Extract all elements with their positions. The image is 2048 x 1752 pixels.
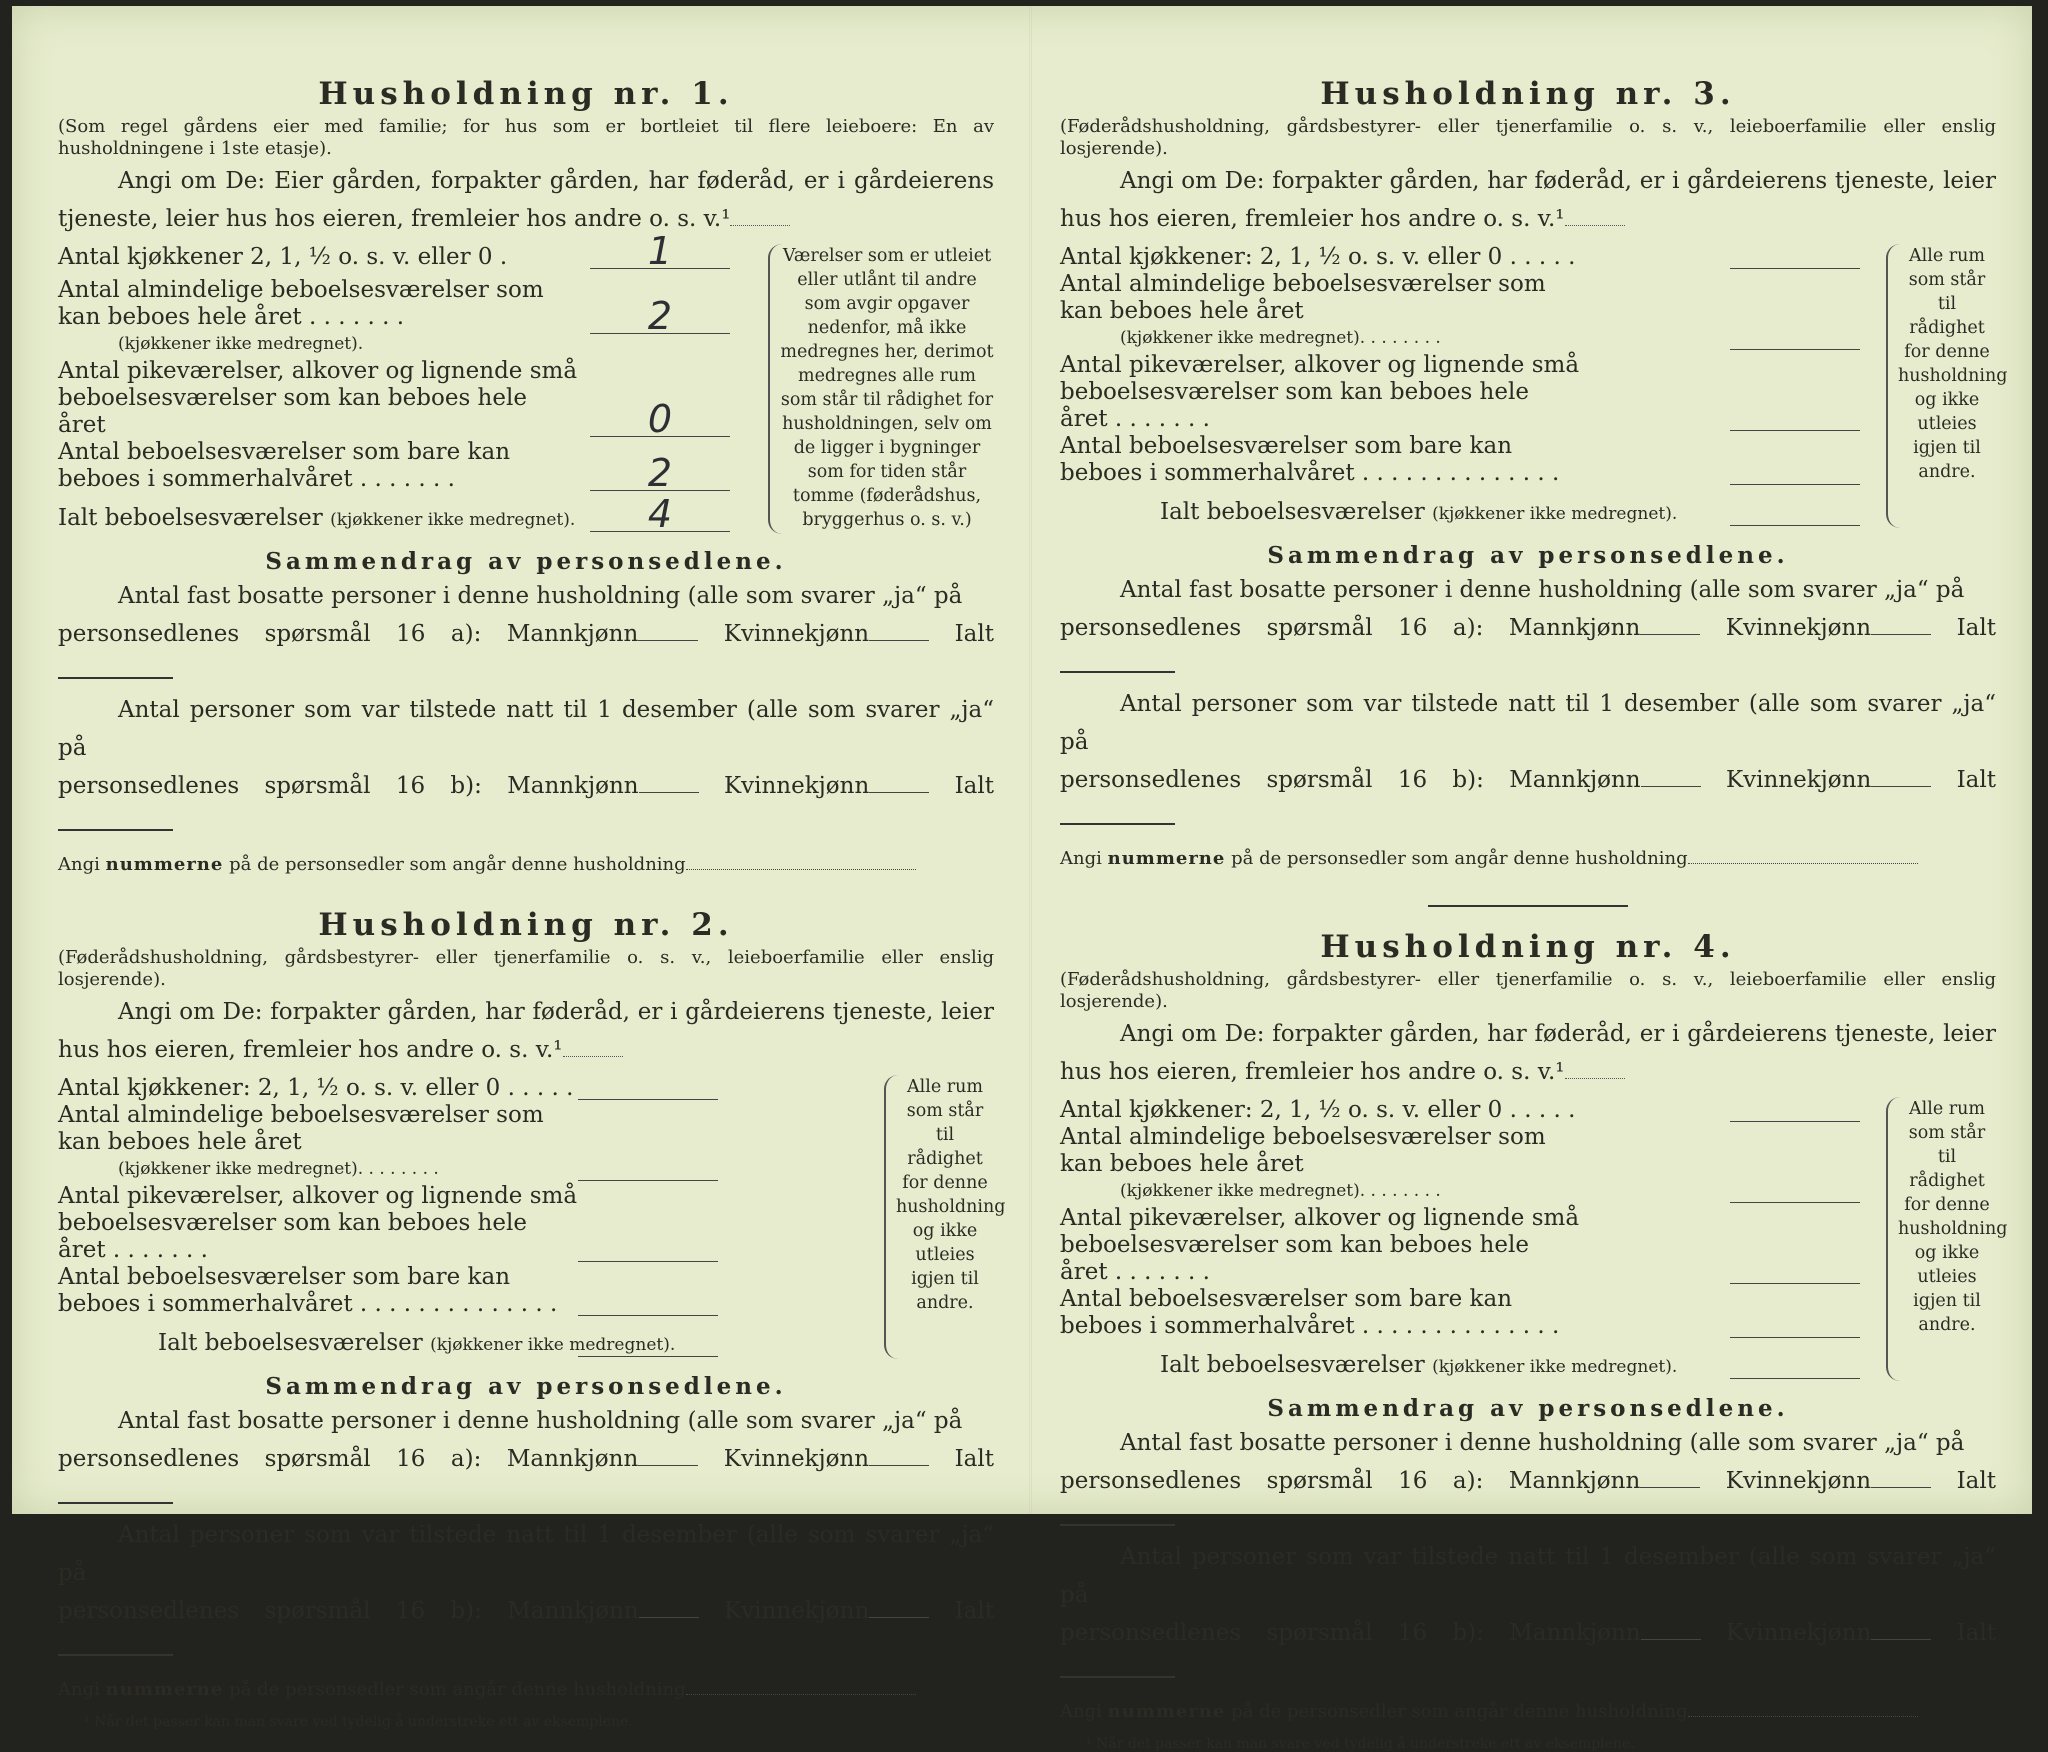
household-3: Husholdning nr. 3. (Føderådshusholdning, gårdsbestyrer- eller tjenerfamilie o. s. v., leieboerfamilie eller enslig losjerende). Angi om De: forpakter gården, har føderåd, er i gårdeierens tjeneste, leier hus hos eieren, fremleier hos andre o. s. v.¹ Antal kjøkkener: 2, 1, ½ o. s. v. eller 0 . . . . . Antal almindelige beboelsesværelser som kan beboes hele året (kjøkkener ikke medregnet). . . . . . . . Antal pikeværelser, alkover og lignende små beboelsesværelser som kan beboes hele året . . . . . . . Antal beboelsesværelser som bare kan beboes i sommerhalvåret . . . . . . . . . . . . . . Ialt beboelsesværelser (kjøkkener ikke medregnet). Alle rum som står til rådighet for denne husholdning og ikke utleies igjen til andre. Sammendrag av personsedlene. Antal fast bosatte personer i denne husholdning (alle som svarer „ja“ på personsedlenes spørsmål 16 a): Mannkjønn Kvinnekjønn Ialt Antal personer som var tilstede natt til 1 desember (alle som svarer „ja“ på personsedlenes spørsmål 16 b): Mannkjønn Kvinnekjønn Ialt Angi nummerne på de personsedler som angår denne husholdning [1060, 76, 1996, 875]
page-fold [1029, 6, 1032, 1514]
h3-16b-total[interactable] [1060, 823, 1175, 825]
household-4: Husholdning nr. 4. (Føderådshusholdning, gårdsbestyrer- eller tjenerfamilie o. s. v., leieboerfamilie eller enslig losjerende). Angi om De: forpakter gården, har føderåd, er i gårdeierens tjeneste, leier hus hos eieren, fremleier hos andre o. s. v.¹ Antal kjøkkener: 2, 1, ½ o. s. v. eller 0 . . . . . Antal almindelige beboelsesværelser som kan beboes hele året (kjøkkener ikke medregnet). . . . . . . . Antal pikeværelser, alkover og lignende små beboelsesværelser som kan beboes hele året . . . . . . . Antal beboelsesværelser som bare kan beboes i sommerhalvåret . . . . . . . . . . . . . . Ialt beboelsesværelser (kjøkkener ikke medregnet). Alle rum som står til rådighet for denne husholdning og ikke utleies igjen til andre. Sammendrag av personsedlene. Antal fast bosatte personer i denne husholdning (alle som svarer „ja“ på personsedlenes spørsmål 16 a): Mannkjønn Kvinnekjønn Ialt Antal personer som var tilstede natt til 1 desember (alle som svarer „ja“ på personsedlenes spørsmål 16 b): Mannkjønn Kvinnekjønn Ialt Angi nummerne på de personsedler som angår denne husholdning ¹ Når det passer kan man svare ved tydelig å understreke ett av eksemplene. [1060, 929, 2008, 1752]
household-2-title: Husholdning nr. 2. [318, 907, 734, 943]
h4-kitchens-field[interactable] [1730, 1085, 1860, 1122]
h2-numbers-field[interactable] [686, 1693, 916, 1695]
h1-kitchens-row: Antal kjøkkener 2, 1, ½ o. s. v. eller 0 . 1 [58, 244, 730, 271]
h4-kitchens-row: Antal kjøkkener: 2, 1, ½ o. s. v. eller 0 . . . . . [1060, 1097, 1860, 1124]
h4-16a-male[interactable] [1640, 1486, 1700, 1488]
h2-16a-male[interactable] [638, 1464, 698, 1466]
h3-total-rooms-row: Ialt beboelsesværelser (kjøkkener ikke medregnet). [1060, 499, 1860, 528]
h1-16b-female[interactable] [869, 791, 929, 793]
h3-numbers-line: Angi nummerne på de personsedler som angår denne husholdning [1060, 843, 1996, 875]
h3-numbers-field[interactable] [1688, 862, 1918, 864]
household-1: Husholdning nr. 1. (Som regel gårdens eier med familie; for hus som er bortleiet til flere leieboere: En av husholdningene i 1ste etasje). Angi om De: Eier gården, forpakter gården, har føderåd, er i gårdeierens tjeneste, leier hus hos eieren, fremleier hos andre o. s. v.¹ Antal kjøkkener 2, 1, ½ o. s. v. eller 0 . 1 Antal almindelige beboelsesværelser som kan beboes hele året . . . . . . . (kjøkkener ikke medregnet). 2 Antal pikeværelser, alkover og lignende små beboelsesværelser som kan beboes hele året 0 Antal beboelsesværelser som bare kan beboes i sommerhalvåret . . . . . . . 2 Ialt beboelsesværelser (kjøkkener ikke medregnet). 4 Værelser som er utleiet eller utlånt til andre som avgir opgaver nedenfor, må ikke medregnes her, derimot medregnes alle rum som står til rådighet for husholdningen, selv om de ligger i bygninger som for tiden står tomme (føderådshus, bryggerhus o. s. v.) Sammendrag av personsedlene. Antal fast bosatte personer i denne husholdning (alle som svarer „ja“ på personsedlenes spørsmål 16 a): Mannkjønn Kvinnekjønn Ialt Antal personer som var tilstede natt til 1 desember (alle som svarer „ja“ på personsedlenes spørsmål 16 b): Mannkjønn Kvinnekjønn Ialt Angi nummerne på de personsedler som angår denne husholdning [58, 76, 994, 881]
h3-16a-female[interactable] [1871, 633, 1931, 635]
h3-16b-male[interactable] [1641, 785, 1701, 787]
h3-16a-total[interactable] [1060, 671, 1175, 673]
h1-16a-female[interactable] [869, 639, 929, 641]
h4-16b-male[interactable] [1641, 1638, 1701, 1640]
h1-summary-title: Sammendrag av personsedlene. [265, 548, 787, 575]
h3-16b-female[interactable] [1871, 785, 1931, 787]
h4-16b-female[interactable] [1871, 1638, 1931, 1640]
footnote-left: ¹ Når det passer kan man svare ved tydelig å understreke ett av eksemplene. [84, 1714, 633, 1730]
household-3-title: Husholdning nr. 3. [1320, 76, 1736, 112]
h2-rooms-field[interactable] [578, 1144, 718, 1181]
household-1-title: Husholdning nr. 1. [318, 76, 734, 112]
right-column [1060, 76, 2008, 1752]
h2-summer-rooms-row: Antal beboelsesværelser som bare kan beboes i sommerhalvåret . . . . . . . . . . . . . . [58, 1264, 718, 1318]
h1-16a-total[interactable] [58, 677, 173, 679]
household-1-note: (Som regel gårdens eier med familie; for hus som er bortleiet til flere leieboere: En av husholdningene i 1ste etasje). [58, 116, 994, 159]
h3-bracket-note: Alle rum som står til rådighet for denne husholdning og ikke utleies igjen til andre. [1886, 244, 1996, 528]
h3-kitchens-field[interactable] [1730, 232, 1860, 269]
h2-16a-female[interactable] [869, 1464, 929, 1466]
h1-rooms-row: Antal almindelige beboelsesværelser som kan beboes hele året . . . . . . . (kjøkkener ikke medregnet). 2 [58, 277, 730, 358]
h1-16b-line: personsedlenes spørsmål 16 b): Mannkjønn Kvinnekjønn Ialt [58, 767, 994, 843]
h3-summer-rooms-row: Antal beboelsesværelser som bare kan beboes i sommerhalvåret . . . . . . . . . . . . . . [1060, 433, 1860, 487]
h2-summary-title: Sammendrag av personsedlene. [265, 1373, 787, 1400]
h2-16b-male[interactable] [639, 1616, 699, 1618]
h1-numbers-field[interactable] [686, 868, 916, 870]
h1-16b-total[interactable] [58, 829, 173, 831]
h4-numbers-line: Angi nummerne på de personsedler som angår denne husholdning [1060, 1696, 1996, 1728]
h2-kitchens-field[interactable] [578, 1063, 718, 1100]
h4-16a-line: personsedlenes spørsmål 16 a): Mannkjønn Kvinnekjønn Ialt [1060, 1462, 1996, 1538]
h3-small-rooms-field[interactable] [1730, 394, 1860, 431]
h1-small-rooms-field[interactable]: 0 [590, 400, 730, 437]
h4-summary-title: Sammendrag av personsedlene. [1267, 1395, 1789, 1422]
h2-rooms-row: Antal almindelige beboelsesværelser som kan beboes hele året (kjøkkener ikke medregnet). . . . . . . . [58, 1102, 718, 1183]
h1-bracket-note: Værelser som er utleiet eller utlånt til andre som avgir opgaver nedenfor, må ikke medregnes her, derimot medregnes alle rum som står til rådighet for husholdningen, selv om de ligger i bygninger som for tiden står tomme (føderådshus, bryggerhus o. s. v.) [768, 244, 994, 534]
household-2-angi: Angi om De: forpakter gården, har føderåd, er i gårdeierens tjeneste, leier hus hos eieren, fremleier hos andre o. s. v.¹ [58, 999, 994, 1063]
h4-16a-female[interactable] [1871, 1486, 1931, 1488]
h3-rooms-row: Antal almindelige beboelsesværelser som kan beboes hele året (kjøkkener ikke medregnet). . . . . . . . [1060, 271, 1860, 352]
h1-summer-rooms-row: Antal beboelsesværelser som bare kan beboes i sommerhalvåret . . . . . . . 2 [58, 439, 730, 493]
h1-kitchens-field[interactable]: 1 [590, 232, 730, 269]
h4-small-rooms-row: Antal pikeværelser, alkover og lignende små beboelsesværelser som kan beboes hele året . . . . . . . [1060, 1205, 1860, 1286]
h3-16a-male[interactable] [1640, 633, 1700, 635]
h1-16b-male[interactable] [639, 791, 699, 793]
h2-kitchens-row: Antal kjøkkener: 2, 1, ½ o. s. v. eller 0 . . . . . [58, 1075, 718, 1102]
h2-16a-line: personsedlenes spørsmål 16 a): Mannkjønn Kvinnekjønn Ialt [58, 1440, 994, 1516]
household-1-angi: Angi om De: Eier gården, forpakter gården, har føderåd, er i gårdeierens tjeneste, leier hus hos eieren, fremleier hos andre o. s. v.¹ [58, 168, 994, 232]
h2-total-rooms-field[interactable] [578, 1320, 718, 1357]
h3-16b-line: personsedlenes spørsmål 16 b): Mannkjønn Kvinnekjønn Ialt [1060, 761, 1996, 837]
h3-total-rooms-field[interactable] [1730, 489, 1860, 526]
h4-bracket-note: Alle rum som står til rådighet for denne husholdning og ikke utleies igjen til andre. [1886, 1097, 1996, 1381]
h2-small-rooms-row: Antal pikeværelser, alkover og lignende små beboelsesværelser som kan beboes hele året . . . . . . . [58, 1183, 718, 1264]
h2-16a-total[interactable] [58, 1502, 173, 1504]
household-4-note: (Føderådshusholdning, gårdsbestyrer- eller tjenerfamilie o. s. v., leieboerfamilie eller enslig losjerende). [1060, 969, 1996, 1012]
census-form-sheet [12, 6, 2032, 1752]
h1-16a-line: personsedlenes spørsmål 16 a): Mannkjønn Kvinnekjønn Ialt [58, 615, 994, 691]
section-separator [1428, 905, 1628, 907]
household-2: Husholdning nr. 2. (Føderådshusholdning, gårdsbestyrer- eller tjenerfamilie o. s. v., leieboerfamilie eller enslig losjerende). Angi om De: forpakter gården, har føderåd, er i gårdeierens tjeneste, leier hus hos eieren, fremleier hos andre o. s. v.¹ Antal kjøkkener: 2, 1, ½ o. s. v. eller 0 . . . . . Antal almindelige beboelsesværelser som kan beboes hele året (kjøkkener ikke medregnet). . . . . . . . Antal pikeværelser, alkover og lignende små beboelsesværelser som kan beboes hele året . . . . . . . Antal beboelsesværelser som bare kan beboes i sommerhalvåret . . . . . . . . . . . . . . Ialt beboelsesværelser (kjøkkener ikke medregnet). Alle rum som står til rådighet for denne husholdning og ikke utleies igjen til andre. Sammendrag av personsedlene. Antal fast bosatte personer i denne husholdning (alle som svarer „ja“ på personsedlenes spørsmål 16 a): Mannkjønn Kvinnekjønn Ialt Antal personer som var tilstede natt til 1 desember (alle som svarer „ja“ på personsedlenes spørsmål 16 b): Mannkjønn Kvinnekjønn Ialt Angi nummerne på de personsedler som angår denne husholdning ¹ Når det passer kan man svare ved tydelig å understreke ett av eksemplene. [58, 907, 1006, 1730]
h1-small-rooms-row: Antal pikeværelser, alkover og lignende små beboelsesværelser som kan beboes hele året 0 [58, 358, 730, 439]
h3-small-rooms-row: Antal pikeværelser, alkover og lignende små beboelsesværelser som kan beboes hele året . . . . . . . [1060, 352, 1860, 433]
h2-16b-total[interactable] [58, 1654, 173, 1656]
h4-16b-total[interactable] [1060, 1676, 1175, 1678]
h3-16a-line: personsedlenes spørsmål 16 a): Mannkjønn Kvinnekjønn Ialt [1060, 609, 1996, 685]
h1-summer-rooms-field[interactable]: 2 [590, 454, 730, 491]
h1-total-rooms-field[interactable]: 4 [590, 495, 730, 532]
h1-numbers-line: Angi nummerne på de personsedler som angår denne husholdning [58, 849, 994, 881]
h2-summer-rooms-field[interactable] [578, 1279, 718, 1316]
h3-kitchens-row: Antal kjøkkener: 2, 1, ½ o. s. v. eller 0 . . . . . [1060, 244, 1860, 271]
h4-total-rooms-field[interactable] [1730, 1342, 1860, 1379]
h3-rooms-field[interactable] [1730, 313, 1860, 350]
h1-16a-male[interactable] [638, 639, 698, 641]
household-4-angi: Angi om De: forpakter gården, har føderåd, er i gårdeierens tjeneste, leier hus hos eieren, fremleier hos andre o. s. v.¹ [1060, 1021, 1996, 1085]
h2-total-rooms-row: Ialt beboelsesværelser (kjøkkener ikke medregnet). [58, 1330, 718, 1359]
h4-rooms-row: Antal almindelige beboelsesværelser som kan beboes hele året (kjøkkener ikke medregnet). . . . . . . . [1060, 1124, 1860, 1205]
h4-summer-rooms-row: Antal beboelsesværelser som bare kan beboes i sommerhalvåret . . . . . . . . . . . . . . [1060, 1286, 1860, 1340]
h1-total-rooms-row: Ialt beboelsesværelser (kjøkkener ikke medregnet). 4 [58, 505, 730, 534]
h2-small-rooms-field[interactable] [578, 1225, 718, 1262]
h4-16a-total[interactable] [1060, 1524, 1175, 1526]
footnote-right: ¹ Når det passer kan man svare ved tydelig å understreke ett av eksemplene. [1086, 1736, 1635, 1752]
h4-small-rooms-field[interactable] [1730, 1247, 1860, 1284]
h4-numbers-field[interactable] [1688, 1715, 1918, 1717]
h3-summer-rooms-field[interactable] [1730, 448, 1860, 485]
h4-summer-rooms-field[interactable] [1730, 1301, 1860, 1338]
h2-16b-line: personsedlenes spørsmål 16 b): Mannkjønn Kvinnekjønn Ialt [58, 1592, 994, 1668]
household-4-title: Husholdning nr. 4. [1320, 929, 1736, 965]
h2-numbers-line: Angi nummerne på de personsedler som angår denne husholdning [58, 1674, 994, 1706]
h2-16b-female[interactable] [869, 1616, 929, 1618]
household-3-angi: Angi om De: forpakter gården, har føderåd, er i gårdeierens tjeneste, leier hus hos eieren, fremleier hos andre o. s. v.¹ [1060, 168, 1996, 232]
h4-total-rooms-row: Ialt beboelsesværelser (kjøkkener ikke medregnet). [1060, 1352, 1860, 1381]
left-column [58, 76, 1006, 1730]
h4-16b-line: personsedlenes spørsmål 16 b): Mannkjønn Kvinnekjønn Ialt [1060, 1614, 1996, 1690]
household-2-note: (Føderådshusholdning, gårdsbestyrer- eller tjenerfamilie o. s. v., leieboerfamilie eller enslig losjerende). [58, 947, 994, 990]
h1-rooms-field[interactable]: 2 [590, 297, 730, 334]
h3-summary-title: Sammendrag av personsedlene. [1267, 542, 1789, 569]
h4-rooms-field[interactable] [1730, 1166, 1860, 1203]
household-3-note: (Føderådshusholdning, gårdsbestyrer- eller tjenerfamilie o. s. v., leieboerfamilie eller enslig losjerende). [1060, 116, 1996, 159]
h2-bracket-note: Alle rum som står til rådighet for denne husholdning og ikke utleies igjen til andre. [884, 1075, 994, 1359]
